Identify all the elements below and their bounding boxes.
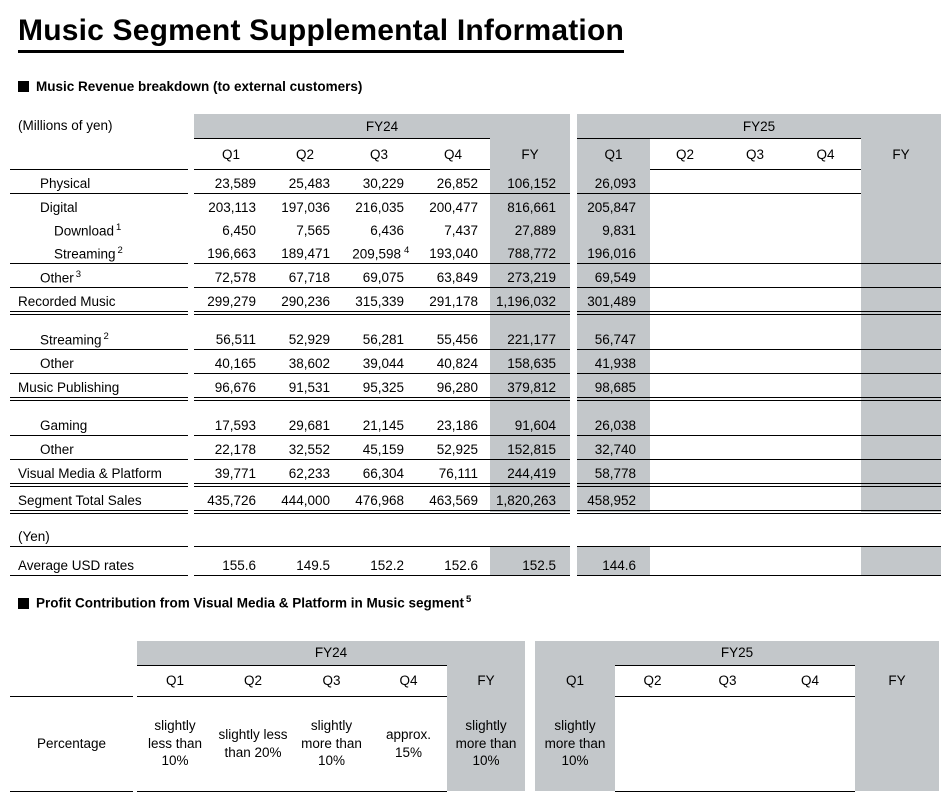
value-cell: 463,569 [416,485,490,512]
empty-fy-cell [861,288,941,314]
value-cell: 32,552 [268,436,342,460]
value-cell: 55,456 [416,326,490,350]
table-row-gaming [10,412,941,436]
section-bullet-icon [18,81,29,92]
section-profit-title: Profit Contribution from Visual Media & Platform in Music segment [36,595,465,611]
section-bullet-icon [18,598,29,609]
spacer-row [10,313,941,326]
value-cell: 22,178 [194,436,268,460]
fy-value-cell: 221,177 [490,326,570,350]
value-cell: 72,578 [194,264,268,288]
row-label: Segment Total Sales [10,485,188,512]
row-label: Gaming [10,412,188,436]
empty-cell [650,547,861,576]
fy-value-cell: 273,219 [490,264,570,288]
table-row-other-vmp [10,436,941,460]
value-cell: slightly more than 10% [293,696,370,791]
row-label: Average USD rates [10,547,188,576]
fy-value-cell: 788,772 [490,240,570,264]
yen-unit-label: (Yen) [10,522,188,547]
empty-cell [650,412,861,436]
empty-fy-cell [861,326,941,350]
value-cell: 6,436 [370,223,404,238]
value-cell: 45,159 [342,436,416,460]
row-label: Physical [10,170,188,194]
empty-fy-cell [861,460,941,486]
section-revenue-header [18,79,945,94]
value-cell: 23,186 [416,412,490,436]
value-cell: 63,849 [416,264,490,288]
empty-cell [650,460,861,486]
value-cell: 21,145 [342,412,416,436]
value-cell: 7,565 [296,223,330,238]
value-cell: 39,771 [194,460,268,486]
fy25-q1-value-cell: 301,489 [577,288,650,314]
fy25-q2-header: Q2 [650,139,720,170]
column-gap [570,114,577,170]
value-cell: 26,852 [416,170,490,194]
fy-value-cell: 27,889 [490,217,570,240]
empty-cell [650,436,861,460]
empty-fy-cell [861,170,941,194]
value-cell: 67,718 [268,264,342,288]
fy25-q4-header: Q4 [790,139,861,170]
value-cell: approx. 15% [370,696,447,791]
table-row-music-publishing [10,374,941,400]
fy-value-cell: 1,820,263 [490,485,570,512]
value-cell: 25,483 [268,170,342,194]
fy25-q1-value-cell: 144.6 [577,547,650,576]
empty-fy-cell [861,264,941,288]
value-cell: 91,531 [268,374,342,400]
fy-value-cell: 106,152 [490,170,570,194]
fy25-band-header: FY25 [577,114,941,139]
value-cell: 193,040 [416,240,490,264]
empty-cell [650,170,861,194]
row-label: Music Publishing [10,374,188,400]
fy25-q1-header: Q1 [577,139,650,170]
value-cell: 56,281 [342,326,416,350]
fy-value-cell: 816,661 [490,194,570,218]
fy25-q3-header: Q3 [690,665,765,696]
empty-cell [577,522,941,547]
fy25-q1-value-cell: slightly more than 10% [535,696,615,791]
table-row-streaming-digital [10,240,941,264]
empty-cell [650,240,861,264]
table-row-download [10,217,941,240]
fy-value-cell: 152,815 [490,436,570,460]
spacer-row [10,399,941,412]
value-cell: 30,229 [342,170,416,194]
empty-cell [650,350,861,374]
fy24-q4-header: Q4 [416,139,490,170]
value-cell: 200,477 [429,200,478,215]
empty-fy-cell [861,350,941,374]
table-header-band-row [10,114,941,139]
value-cell: 56,511 [194,326,268,350]
fy25-q1-value-cell: 98,685 [577,374,650,400]
value-cell: 196,663 [194,240,268,264]
usd-rates-table [10,522,941,576]
fy-value-cell: 152.5 [490,547,570,576]
empty-fy-cell [861,547,941,576]
value-cell: 216,035 [355,200,404,215]
row-label: Other $^3$ [10,264,188,288]
fy25-q1-value-cell: 41,938 [577,350,650,374]
fy25-q4-header: Q4 [765,665,855,696]
value-cell: slightly less than 20% [213,696,293,791]
table-row-physical [10,170,941,194]
fy24-band-header: FY24 [137,641,525,666]
row-label: Visual Media & Platform [10,460,188,486]
value-cell: 96,676 [194,374,268,400]
table-row-visual-media-platform [10,460,941,486]
value-cell: 152.2 [342,547,416,576]
table-row-average-usd-rates [10,547,941,576]
table-header-band-row [10,641,939,666]
empty-cell [650,264,861,288]
empty-cell [650,374,861,400]
value-cell: 203,113 [208,200,256,215]
empty-fy-cell [861,194,941,218]
value-cell: 444,000 [268,485,342,512]
fy25-q1-value-cell: 69,549 [577,264,650,288]
value-cell: 95,325 [342,374,416,400]
label-column-header [10,641,133,697]
value-cell: 435,726 [194,485,268,512]
table-quarter-header-row [10,665,939,696]
value-cell: 17,593 [194,412,268,436]
row-label: Percentage [10,696,133,791]
value-cell: 299,279 [194,288,268,314]
fy24-fy-header: FY [490,139,570,170]
empty-fy-cell [861,374,941,400]
section-profit-header: Profit Contribution from Visual Media & Platform in Music segment $^5$ [18,594,945,611]
fy25-q1-value-cell: 205,847 [577,194,650,218]
row-label: Other [10,350,188,374]
row-label: Download $^1$ [54,221,122,238]
value-cell: 66,304 [342,460,416,486]
fy-value-cell: slightly more than 10% [447,696,525,791]
fy25-q1-value-cell: 196,016 [577,240,650,264]
table-row-recorded-music [10,288,941,314]
fy24-fy-header: FY [447,665,525,696]
fy24-q2-header: Q2 [268,139,342,170]
empty-cell [650,217,861,240]
value-cell: 152.6 [416,547,490,576]
section-revenue-title: Music Revenue breakdown (to external customers) [36,79,363,94]
unit-label: (Millions of yen) [10,114,188,170]
row-label: Other [10,436,188,460]
music-revenue-table [10,114,941,514]
empty-cell [650,326,861,350]
value-cell: 149.5 [268,547,342,576]
fy24-q2-header: Q2 [213,665,293,696]
row-label: Recorded Music [10,288,188,314]
empty-cell [194,522,570,547]
empty-fy-cell [861,436,941,460]
fy-value-cell: 91,604 [490,412,570,436]
value-cell: 40,165 [194,350,268,374]
empty-cell [650,288,861,314]
value-cell: 23,589 [194,170,268,194]
fy25-q1-value-cell: 26,093 [577,170,650,194]
fy25-q1-value-cell: 458,952 [577,485,650,512]
fy24-q3-header: Q3 [342,139,416,170]
fy-value-cell: 1,196,032 [490,288,570,314]
profit-contribution-table [10,641,939,792]
fy24-q3-header: Q3 [293,665,370,696]
empty-fy-cell [861,240,941,264]
empty-fy-cell [861,485,941,512]
empty-fy-cell [861,412,941,436]
column-gap [525,641,535,697]
table-row-other-recorded [10,264,941,288]
value-cell: 6,450 [222,223,256,238]
value-cell: 7,437 [444,223,478,238]
fy25-q3-header: Q3 [720,139,790,170]
empty-cell [650,485,861,512]
yen-unit-row [10,522,941,547]
value-cell: 62,233 [268,460,342,486]
table-row-segment-total-sales [10,485,941,512]
fy-value-cell: 244,419 [490,460,570,486]
fy24-band-header: FY24 [194,114,570,139]
table-row-streaming-publishing [10,326,941,350]
value-cell: 155.6 [194,547,268,576]
value-cell: 39,044 [342,350,416,374]
value-cell: 96,280 [416,374,490,400]
fy25-q1-value-cell: 26,038 [577,412,650,436]
value-cell: 476,968 [342,485,416,512]
value-cell: 315,339 [342,288,416,314]
fy25-band-header: FY25 [535,641,939,666]
fy25-q1-value-cell: 9,831 [577,217,650,240]
table-row-other-publishing [10,350,941,374]
fy25-q1-value-cell: 58,778 [577,460,650,486]
value-cell: 291,178 [416,288,490,314]
value-cell: 189,471 [268,240,342,264]
fy24-q1-header: Q1 [194,139,268,170]
value-cell: 40,824 [416,350,490,374]
value-cell: 76,111 [416,460,490,486]
page-title: Music Segment Supplemental Information [18,14,624,53]
fy25-fy-header: FY [855,665,939,696]
value-cell: 197,036 [281,200,330,215]
fy-value-cell: 379,812 [490,374,570,400]
row-label: Digital [40,200,78,215]
value-cell: 52,925 [416,436,490,460]
value-cell: 69,075 [342,264,416,288]
fy25-q1-value-cell: 56,747 [577,326,650,350]
row-label: Streaming $^2$ [10,240,188,264]
value-cell: 38,602 [268,350,342,374]
fy25-fy-header: FY [861,139,941,170]
value-cell: 52,929 [268,326,342,350]
empty-cell [650,194,861,218]
table-row-digital [10,194,941,218]
fy24-q1-header: Q1 [137,665,213,696]
fy25-q1-header: Q1 [535,665,615,696]
row-label: Streaming $^2$ [10,326,188,350]
fy25-q2-header: Q2 [615,665,690,696]
value-cell: 290,236 [268,288,342,314]
value-cell: slightly less than 10% [137,696,213,791]
value-cell: 29,681 [268,412,342,436]
empty-fy-cell [861,217,941,240]
fy25-q1-value-cell: 32,740 [577,436,650,460]
fy24-q4-header: Q4 [370,665,447,696]
fy-value-cell: 158,635 [490,350,570,374]
value-cell: 209,598 $^4$ [342,240,416,264]
